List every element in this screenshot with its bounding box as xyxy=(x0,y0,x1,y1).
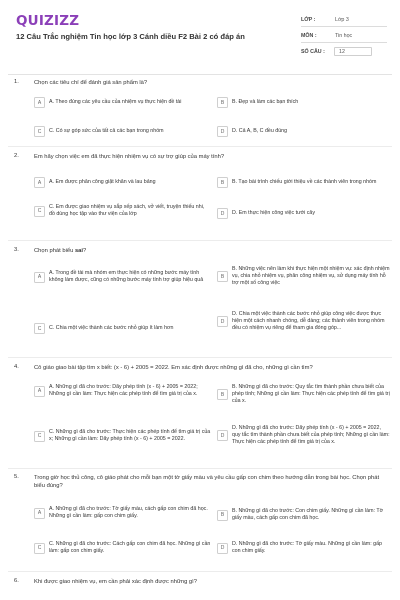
option-letter-box: B xyxy=(217,97,228,108)
count-meta xyxy=(301,49,387,55)
option-d[interactable] xyxy=(217,311,391,332)
option-text: C. Có sự góp sức của tất cả các bạn trong nhóm xyxy=(49,128,164,134)
question-number: 3. xyxy=(14,247,19,253)
option-b[interactable] xyxy=(217,97,391,108)
option-letter-box: A xyxy=(34,272,45,283)
option-text: B. Tạo bài trình chiếu giới thiệu về các thành viên trong nhóm xyxy=(232,179,377,185)
option-text: D. Chia một việc thành các bước nhỏ giúp công việc được thực hiện một cách nhanh chóng, dễ dàng; các thành viên trong nhóm đều có nhiệm vụ riêng để tham gia đóng góp... xyxy=(232,311,385,331)
meta-divider xyxy=(301,26,387,27)
option-a[interactable] xyxy=(34,177,214,188)
subject-value: Tin học xyxy=(335,33,353,39)
option-letter-box: A xyxy=(34,97,45,108)
option-text: A. Trong đề tài mà nhóm em thực hiện có những bước máy tính không làm được, cũng có những bước máy tính trợ giúp hiệu quả xyxy=(49,270,204,283)
option-text: C. Những gì đã cho trước: Cách gấp con chim đã học. Những gì cần làm: gấp con chim giấy. xyxy=(49,541,211,554)
question-divider xyxy=(8,571,392,572)
option-text: D. Những gì đã cho trước: Tờ giấy màu. Những gì cần làm: gấp con chim giấy. xyxy=(232,541,382,554)
class-label: LỚP : xyxy=(301,17,316,23)
option-text: A. Những gì đã cho trước: Dãy phép tính (x - 6) + 2005 = 2022; Những gì cần làm: Thực hiện các phép tính để tìm giá trị của x. xyxy=(49,384,198,397)
option-b[interactable] xyxy=(217,177,391,188)
question-text: Khi được giao nhiệm vụ, em cần phải xác định được những gì? xyxy=(34,579,197,585)
question-text: Trong giờ học thủ công, cô giáo phát cho mỗi bạn một tờ giấy màu và yêu cầu gấp con chim theo hướng dẫn trong bài học. Chọn phát biểu đúng? xyxy=(34,475,380,489)
count-value: 12 xyxy=(339,49,345,55)
option-c[interactable] xyxy=(34,323,214,334)
option-c[interactable] xyxy=(34,429,214,443)
question-text: Chọn các tiêu chí để đánh giá sản phẩm là? xyxy=(34,80,148,86)
option-text: B. Những việc nên làm khi thực hiện một nhiệm vụ: xác định nhiệm vụ, chia nhỏ nhiệm vụ, phân công nhiệm vụ, sử dụng máy tính hỗ trợ một số công việc xyxy=(232,266,390,286)
meta-divider xyxy=(301,42,387,43)
question-number: 4. xyxy=(14,364,19,370)
count-label: SỐ CÂU : xyxy=(301,49,325,55)
question-number: 2. xyxy=(14,153,19,159)
question-number: 5. xyxy=(14,474,19,480)
option-text: D. Cả A, B, C đều đúng xyxy=(232,128,288,134)
option-a[interactable] xyxy=(34,270,214,284)
option-letter-box: D xyxy=(217,208,228,219)
class-value: Lớp 3 xyxy=(335,17,349,23)
question-text-suffix: ? xyxy=(83,248,87,254)
option-text: B. Những gì đã cho trước: Quy tắc tìm thành phần chưa biết của phép tính; Những gì cần làm: Thực hiện các phép tính để tìm giá trị của x. xyxy=(232,384,390,404)
option-letter-box: B xyxy=(217,271,228,282)
question-divider xyxy=(8,468,392,469)
option-text: C. Em được giao nhiệm vụ sắp xếp sách, vở viết, truyện thiếu nhi, đồ dùng học tập vào thư viện của lớp xyxy=(49,204,205,217)
option-b[interactable] xyxy=(217,384,391,405)
option-letter-box: D xyxy=(217,430,228,441)
question-number: 6. xyxy=(14,578,19,584)
option-letter-box: B xyxy=(217,177,228,188)
option-b[interactable] xyxy=(217,266,391,287)
question-divider xyxy=(8,357,392,358)
question-divider xyxy=(8,240,392,241)
option-c[interactable] xyxy=(34,541,214,555)
question-text-prefix: Chọn phát biểu xyxy=(34,248,75,254)
option-d[interactable] xyxy=(217,425,391,446)
option-d[interactable] xyxy=(217,541,391,555)
question-divider xyxy=(8,146,392,147)
option-letter-box: D xyxy=(217,543,228,554)
option-d[interactable] xyxy=(217,126,391,137)
question-number: 1. xyxy=(14,79,19,85)
option-text: C. Chia một việc thành các bước nhỏ giúp ít làm hơn xyxy=(49,325,174,331)
option-text: A. Theo đúng các yêu cầu của nhiệm vụ thực hiện đề tài xyxy=(49,99,182,105)
option-letter-box: C xyxy=(34,206,45,217)
subject-meta xyxy=(301,33,387,39)
question-text xyxy=(34,247,384,255)
option-letter-box: C xyxy=(34,323,45,334)
option-letter-box: C xyxy=(34,126,45,137)
subject-label: MÔN : xyxy=(301,33,317,39)
option-letter-box: D xyxy=(217,126,228,137)
option-b[interactable] xyxy=(217,508,391,522)
option-letter-box: C xyxy=(34,431,45,442)
option-letter-box: B xyxy=(217,510,228,521)
question-text-emphasis: sai xyxy=(74,248,83,254)
option-c[interactable] xyxy=(34,204,214,218)
class-meta xyxy=(301,17,387,23)
option-letter-box: D xyxy=(217,316,228,327)
option-c[interactable] xyxy=(34,126,214,137)
option-text: A. Em được phân công giặt khăn và lau bảng xyxy=(49,179,156,185)
question-text: Cô giáo giao bài tập tìm x biết: (x - 6) + 2005 = 2022. Em xác định được những gì đã cho, những gì cần tìm? xyxy=(34,365,313,371)
option-text: D. Em thực hiện công việc tưới cây xyxy=(232,210,315,216)
option-letter-box: B xyxy=(217,389,228,400)
option-letter-box: C xyxy=(34,543,45,554)
option-letter-box: A xyxy=(34,386,45,397)
option-letter-box: A xyxy=(34,177,45,188)
header-divider xyxy=(8,74,392,75)
option-text: D. Những gì đã cho trước: Dãy phép tính (x - 6) + 2005 = 2022, quy tắc tìm thành phần chưa biết của phép tính; Những gì cần làm: Thực hiện các phép tính để tìm giá trị của x. xyxy=(232,425,390,445)
page-header xyxy=(0,0,400,70)
option-a[interactable] xyxy=(34,97,214,108)
option-letter-box: A xyxy=(34,508,45,519)
option-a[interactable] xyxy=(34,506,214,520)
quizizz-logo: QUIZIZZ xyxy=(16,13,80,29)
question-text: Em hãy chọn việc em đã thực hiện nhiệm vụ có sự trợ giúp của máy tính? xyxy=(34,154,225,160)
option-text: A. Những gì đã cho trước: Tờ giấy màu, cách gấp con chim đã học. Những gì cần làm: gấp con chim giấy. xyxy=(49,506,208,519)
page-title: 12 Câu Trắc nghiệm Tin học lớp 3 Cánh diều F2 Bài 2 có đáp án xyxy=(16,32,245,41)
option-a[interactable] xyxy=(34,384,214,398)
option-text: B. Đẹp và làm các bạn thích xyxy=(232,99,299,105)
option-d[interactable] xyxy=(217,208,391,219)
option-text: B. Những gì đã cho trước: Con chim giấy. Những gì cần làm: Tờ giấy màu, cách gấp con chim đã học. xyxy=(232,508,384,521)
option-text: C. Những gì đã cho trước: Thực hiện các phép tính để tìm giá trị của x; Những gì cần làm: Dãy phép tính (x - 6) + 2005 = 2022. xyxy=(49,429,211,442)
